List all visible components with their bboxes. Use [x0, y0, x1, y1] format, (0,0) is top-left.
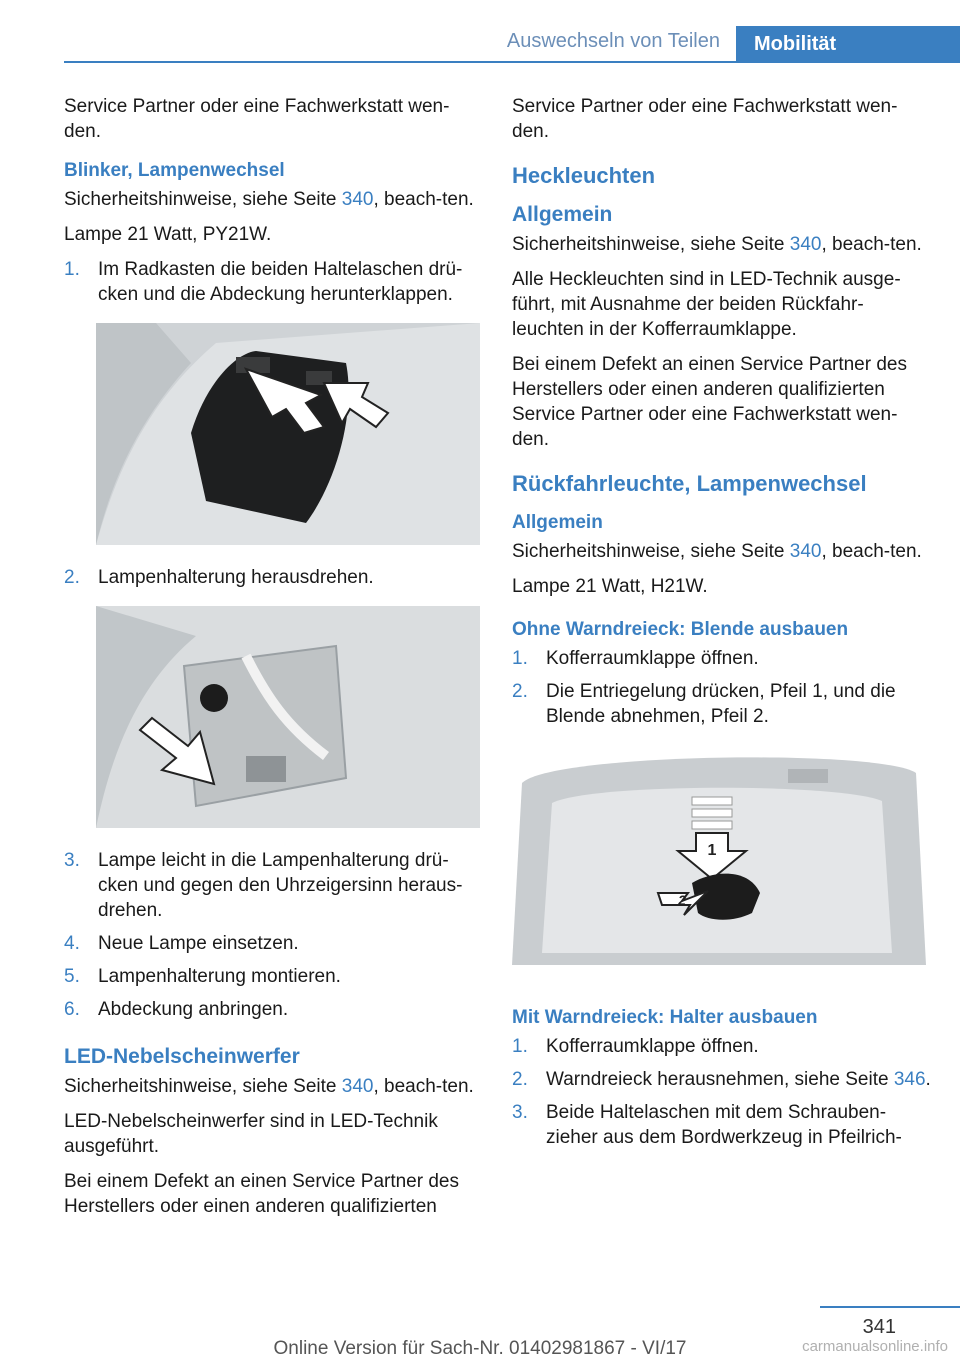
arrow-1-label: 1 [707, 842, 717, 859]
step-number: 4. [64, 933, 80, 954]
step-text: Die Entriegelung drücken, Pfeil 1, und die Blende abnehmen, Pfeil 2. [546, 681, 896, 727]
heading-ohne-warndreieck: Ohne Warndreieck: Blende ausbauen [512, 619, 849, 640]
step-number: 5. [64, 966, 80, 987]
step-number: 3. [512, 1102, 528, 1123]
trunk-lid-illustration [512, 743, 928, 965]
figure-wheel-arch-cover [96, 323, 480, 545]
step-item [512, 1100, 932, 1150]
heading-led-fog: LED-Nebelscheinwerfer [64, 1045, 300, 1068]
step-text: Warndreieck herausnehmen, siehe Seite [546, 1069, 894, 1090]
heading-mit-warndreieck: Mit Warndreieck: Halter ausbauen [512, 1007, 818, 1028]
paragraph: Bei einem Defekt an einen Service Partner des Herstellers oder einen anderen qualifizierten [64, 1171, 459, 1217]
step-text: Im Radkasten die beiden Haltelaschen drü-cken und die Abdeckung herunterklappen. [98, 259, 463, 305]
step-number: 2. [64, 567, 80, 588]
step-text: Lampe leicht in die Lampenhalterung drü-cken und gegen den Uhrzeigersinn heraus-drehen. [98, 850, 463, 921]
watermark: carmanualsonline.info [802, 1338, 948, 1355]
step-text: Lampenhalterung herausdrehen. [98, 567, 374, 588]
steps-list [512, 1034, 932, 1150]
step-text-suffix: . [925, 1069, 931, 1090]
figure-lamp-holder [96, 606, 480, 828]
footer-rule [820, 1306, 960, 1308]
heading-allgemein-2: Allgemein [512, 512, 603, 533]
safety-note: Sicherheitshinweise, siehe Seite 340, beach-ten. [64, 1076, 474, 1097]
step-item [64, 997, 484, 1022]
paragraph: Service Partner oder eine Fachwerkstatt wen-den. [512, 96, 898, 142]
page-link[interactable]: 346 [893, 1069, 926, 1090]
step-number: 1. [512, 648, 528, 669]
header-section-title: Auswechseln von Teilen [506, 30, 720, 52]
step-number: 2. [512, 1069, 528, 1090]
page-link[interactable]: 340 [341, 189, 374, 210]
safety-note: Sicherheitshinweise, siehe Seite 340, beach-ten. [512, 234, 922, 255]
step-text: Beide Haltelaschen mit dem Schrauben-zieher aus dem Bordwerkzeug in Pfeilrich- [546, 1102, 902, 1148]
right-column [512, 94, 932, 1158]
step-number: 6. [64, 999, 80, 1020]
steps-list [64, 257, 484, 307]
step-item [512, 679, 932, 729]
lamp-spec: Lampe 21 Watt, H21W. [512, 576, 708, 597]
heading-blinker: Blinker, Lampenwechsel [64, 160, 285, 181]
lamp-spec: Lampe 21 Watt, PY21W. [64, 224, 272, 245]
step-item [512, 1067, 932, 1092]
page-link[interactable]: 340 [789, 541, 822, 562]
step-text: Neue Lampe einsetzen. [98, 933, 299, 954]
step-item [512, 646, 932, 671]
figure-trunk-lid [512, 743, 928, 965]
step-item [64, 964, 484, 989]
heading-heckleuchten: Heckleuchten [512, 163, 656, 188]
step-item [64, 565, 484, 590]
step-number: 3. [64, 850, 80, 871]
step-text: Abdeckung anbringen. [98, 999, 289, 1020]
safety-note: Sicherheitshinweise, siehe Seite 340, beach-ten. [64, 189, 474, 210]
page-link[interactable]: 340 [341, 1076, 374, 1097]
step-item [64, 257, 484, 307]
step-text: Kofferraumklappe öffnen. [546, 1036, 759, 1057]
step-item [64, 848, 484, 923]
online-version-note: Online Version für Sach-Nr. 01402981867 - VI/17 [273, 1338, 687, 1359]
step-text: Lampenhalterung montieren. [98, 966, 341, 987]
paragraph: Bei einem Defekt an einen Service Partner des Herstellers oder einen anderen qualifizierten Service Partner oder eine Fachwerkstatt wen-den. [512, 354, 907, 450]
page-number: 341 [862, 1316, 896, 1338]
step-number: 1. [64, 259, 80, 280]
step-number: 1. [512, 1036, 528, 1057]
arrow-2-label: 2 [678, 892, 686, 908]
wheel-arch-cover-illustration [96, 323, 480, 545]
step-item [64, 931, 484, 956]
paragraph: Service Partner oder eine Fachwerkstatt wen-den. [64, 96, 450, 142]
safety-note: Sicherheitshinweise, siehe Seite 340, beach-ten. [512, 541, 922, 562]
steps-list [64, 565, 484, 590]
steps-list [64, 848, 484, 1022]
page-link[interactable]: 340 [789, 234, 822, 255]
paragraph: Alle Heckleuchten sind in LED-Technik ausge-führt, mit Ausnahme der beiden Rückfahr-leuchten in der Kofferraumklappe. [512, 269, 901, 340]
steps-list [512, 646, 932, 729]
header-rule [64, 61, 960, 63]
heading-rueckfahrleuchte: Rückfahrleuchte, Lampenwechsel [512, 471, 867, 496]
paragraph: LED-Nebelscheinwerfer sind in LED-Technik ausgeführt. [64, 1111, 438, 1157]
step-item [512, 1034, 932, 1059]
step-number: 2. [512, 681, 528, 702]
left-column [64, 94, 484, 1229]
heading-allgemein: Allgemein [512, 203, 613, 226]
header-chapter-tab[interactable]: Mobilität [736, 26, 960, 62]
lamp-holder-illustration [96, 606, 480, 828]
step-text: Kofferraumklappe öffnen. [546, 648, 759, 669]
